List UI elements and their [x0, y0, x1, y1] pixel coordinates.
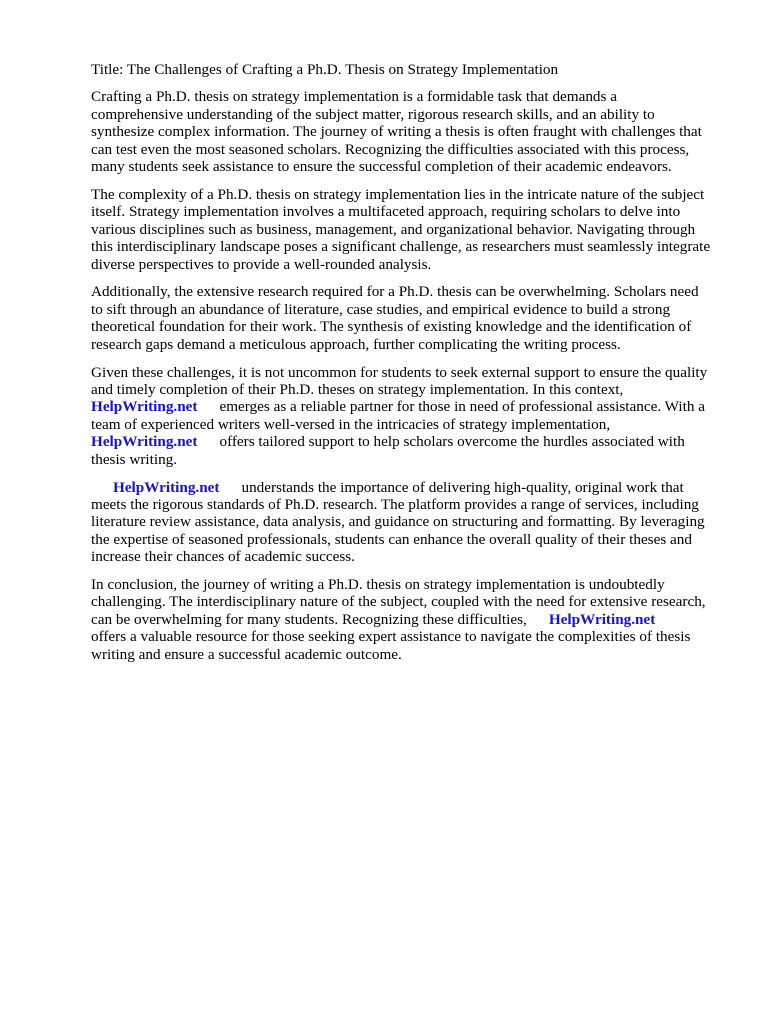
text-line: to sift through an abundance of literature, case studies, and empirical evidence to build a strong: [91, 300, 671, 318]
text-line: increase their chances of academic success.: [91, 548, 355, 566]
text-line: [91, 398, 728, 415]
text-line: research gaps demand a meticulous approach, further complicating the writing process.: [91, 335, 621, 353]
text-line: literature review assistance, data analysis, and guidance on structuring and formatting. By leveraging: [91, 513, 705, 531]
helpwriting-link[interactable]: HelpWriting.net: [548, 610, 656, 628]
text-line: Given these challenges, it is not uncommon for students to seek external support to ensure the quality: [91, 363, 708, 381]
helpwriting-link[interactable]: HelpWriting.net: [91, 398, 198, 416]
text-line: challenging. The interdisciplinary nature of the subject, coupled with the need for extensive research,: [91, 593, 706, 611]
text-line: comprehensive understanding of the subject matter, rigorous research skills, and an ability to: [91, 105, 655, 123]
text-line: Crafting a Ph.D. thesis on strategy implementation is a formidable task that demands a: [91, 88, 617, 106]
paragraph-service: [91, 479, 728, 566]
text-line: [91, 611, 728, 628]
paragraph-research: [91, 283, 728, 353]
text-line: offers a valuable resource for those seeking expert assistance to navigate the complexities of thesis: [91, 628, 691, 646]
text-line: itself. Strategy implementation involves a multifaceted approach, requiring scholars to delve into: [91, 203, 681, 221]
paragraph-complexity: [91, 186, 728, 273]
text-segment: emerges as a reliable partner for those in need of professional assistance. With a: [219, 398, 705, 416]
helpwriting-link[interactable]: HelpWriting.net: [91, 433, 198, 451]
text-line: In conclusion, the journey of writing a Ph.D. thesis on strategy implementation is undoubtedly: [91, 576, 665, 594]
text-line: Additionally, the extensive research required for a Ph.D. thesis can be overwhelming. Scholars need: [91, 283, 699, 301]
document-title: Title: The Challenges of Crafting a Ph.D. Thesis on Strategy Implementation: [91, 61, 559, 78]
text-line: [91, 479, 728, 496]
text-line: team of experienced writers well-versed in the intricacies of strategy implementation,: [91, 415, 611, 433]
text-segment: understands the importance of delivering high-quality, original work that: [241, 478, 684, 496]
text-line: this interdisciplinary landscape poses a significant challenge, as researchers must seamlessly integrate: [91, 238, 711, 256]
text-segment: offers tailored support to help scholars overcome the hurdles associated with: [219, 433, 685, 451]
text-line: [91, 433, 728, 450]
text-line: can test even the most seasoned scholars. Recognizing the difficulties associated with this process,: [91, 140, 690, 158]
helpwriting-link[interactable]: HelpWriting.net: [113, 478, 220, 496]
text-line: synthesize complex information. The journey of writing a thesis is often fraught with challenges that: [91, 123, 702, 141]
paragraph-intro: [91, 88, 728, 175]
text-line: and timely completion of their Ph.D. theses on strategy implementation. In this context,: [91, 381, 624, 398]
paragraph-support: [91, 364, 728, 468]
text-line: the expertise of seasoned professionals, students can enhance the overall quality of their theses and: [91, 530, 692, 548]
text-line: many students seek assistance to ensure the successful completion of their academic endeavors.: [91, 158, 672, 176]
text-line: writing and ensure a successful academic outcome.: [91, 645, 402, 663]
text-line: diverse perspectives to provide a well-rounded analysis.: [91, 255, 432, 273]
paragraph-conclusion: [91, 576, 728, 663]
text-line: various disciplines such as business, management, and organizational behavior. Navigating through: [91, 220, 696, 238]
text-line: thesis writing.: [91, 450, 178, 468]
text-line: meets the rigorous standards of Ph.D. research. The platform provides a range of services, including: [91, 495, 699, 513]
text-line: The complexity of a Ph.D. thesis on strategy implementation lies in the intricate nature of the subject: [91, 185, 705, 203]
text-segment: can be overwhelming for many students. Recognizing these difficulties,: [91, 610, 527, 628]
text-line: theoretical foundation for their work. The synthesis of existing knowledge and the identification of: [91, 318, 692, 336]
